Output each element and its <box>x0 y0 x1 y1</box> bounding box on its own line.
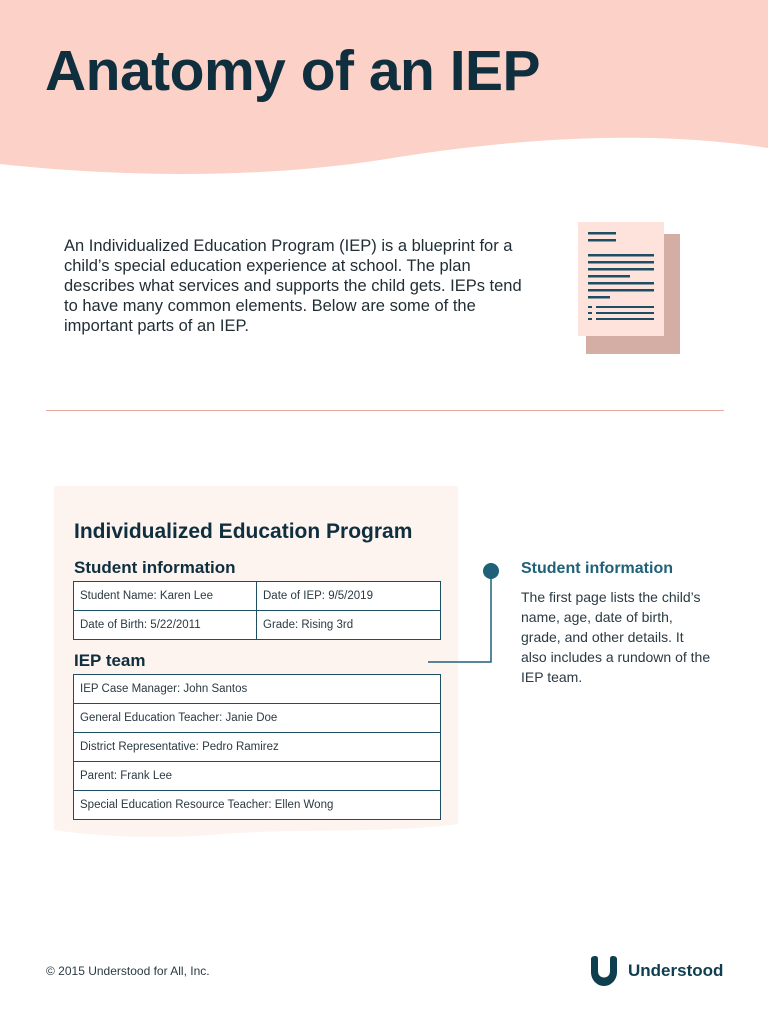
callout-title: Student information <box>521 560 673 577</box>
student-information-heading: Student information <box>74 558 236 577</box>
iep-team-table <box>73 674 441 820</box>
date-of-iep-cell: Date of IEP: 9/5/2019 <box>257 582 440 611</box>
team-row-case-manager: IEP Case Manager: John Santos <box>74 675 440 704</box>
understood-wordmark[interactable]: Understood <box>628 961 724 980</box>
iep-team-heading: IEP team <box>74 651 146 670</box>
intro-paragraph: An Individualized Education Program (IEP) is a blueprint for a child’s special education experience at school. The plan describes what services and supports the child gets. IEPs tend to have many common elements. Below are some of the important parts of an IEP. <box>64 237 522 335</box>
section-divider <box>46 410 724 411</box>
callout-text: The first page lists the child’s name, age, date of birth, grade, and other details. It also includes a rundown of the IEP team. <box>521 589 711 685</box>
team-row-district-rep: District Representative: Pedro Ramirez <box>74 733 440 762</box>
team-row-general-teacher: General Education Teacher: Janie Doe <box>74 704 440 733</box>
date-of-birth-cell: Date of Birth: 5/22/2011 <box>74 611 257 639</box>
grade-cell: Grade: Rising 3rd <box>263 619 354 631</box>
form-title: Individualized Education Program <box>74 520 413 543</box>
student-name-cell: Student Name: Karen Lee <box>74 582 257 611</box>
copyright-text: © 2015 Understood for All, Inc. <box>46 964 210 978</box>
understood-u-logo-icon <box>587 954 621 988</box>
page-title: Anatomy of an IEP <box>45 39 541 103</box>
team-row-special-ed-teacher: Special Education Resource Teacher: Ellen Wong <box>80 799 334 811</box>
callout-connector-line <box>424 560 504 670</box>
document-stack-icon <box>576 220 682 356</box>
team-row-parent: Parent: Frank Lee <box>74 762 440 791</box>
student-information-table <box>73 581 441 640</box>
